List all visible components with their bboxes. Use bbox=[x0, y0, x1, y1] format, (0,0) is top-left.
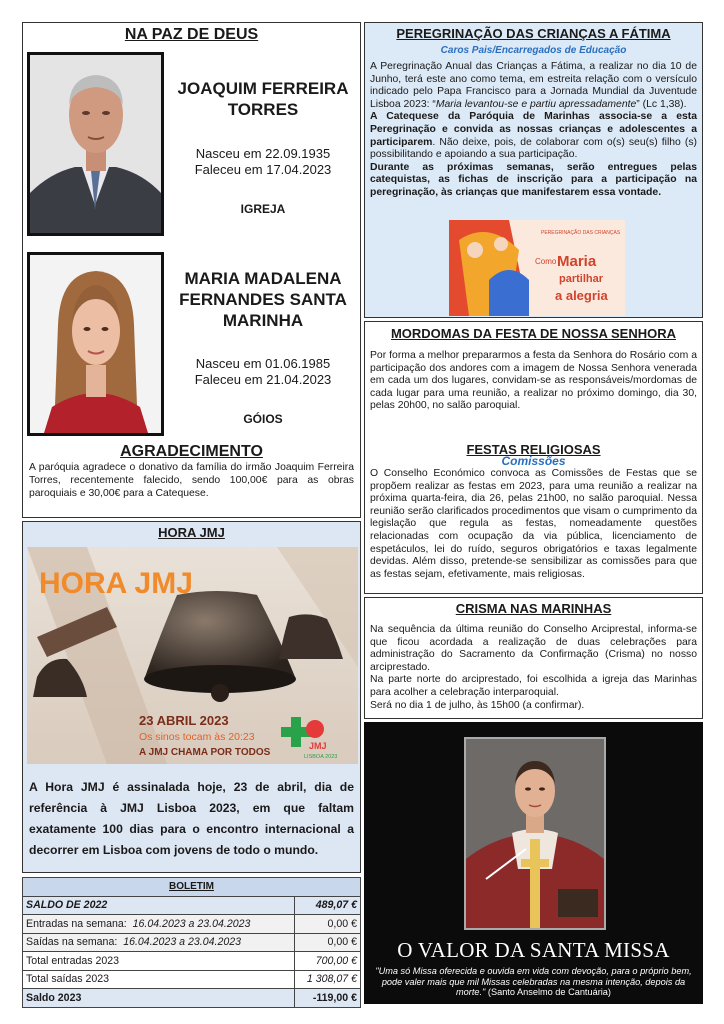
portrait-joaquim bbox=[27, 52, 164, 236]
portrait-maria bbox=[27, 252, 164, 436]
mordomas-text: Por forma a melhor prepararmos a festa da Senhora do Rosário com a participação dos andores com a imagem de Nossa Senhora venerada em cada um dos lugares, convidam-se as responsáveis/mordomas de cada lugar para uma reunião, a realizar no próximo domingo, dia 30, pelas 20h00, no salão paroquial. bbox=[370, 350, 697, 412]
table-row: Entradas na semana: 16.04.2023 a 23.04.2023 0,00 € bbox=[23, 915, 361, 934]
jmj-text: A Hora JMJ é assinalada hoje, 23 de abril, dia de referência à JMJ Lisboa 2023, em que faltam exatamente 100 dias para o encontro internacional a decorrer em Lisboa com jovens de todo o mundo. bbox=[29, 780, 354, 857]
svg-text:a alegria: a alegria bbox=[555, 288, 608, 303]
death-date-2: Faleceu em 21.04.2023 bbox=[194, 372, 332, 387]
festival-section bbox=[364, 321, 703, 594]
thanks-text: A paróquia agradece o donativo da família do irmão Joaquim Ferreira Torres, recentemente falecido, sendo 100,00€ para as obras paroquiais e 30,00€ para a Catequese. bbox=[29, 462, 354, 499]
deceased-name-2: MARIA MADALENA FERNANDES SANTA MARINHA bbox=[179, 269, 347, 330]
birth-date-1: Nasceu em 22.09.1935 bbox=[195, 146, 331, 161]
mass-value-section bbox=[364, 722, 703, 1004]
jmj-title: HORA JMJ bbox=[158, 525, 225, 540]
table-row: Saídas na semana: 16.04.2023 a 23.04.2023 0,00 € bbox=[23, 933, 361, 952]
bulletin-table bbox=[22, 877, 361, 1008]
festas-text: O Conselho Económico convoca as Comissões de Festas que se propõem realizar as festas em 2023, para uma reunião a realizar na próxima quarta-feira, dia 26, pelas 21h00, no salão paroquial. Nessa reunião serão clarificados procedimentos que visam o cumprimento da legislação que regula as festas, nomeadamente questões relacionadas com ocupação da via pública, licenciamento de espetáculos, lei do ruído, seguros obrigatórios e taxas legalmente devidas. Além disso, pretende-se sensibilizar as comissões para que as festas sejam, efetivamente, mais religiosas. bbox=[370, 468, 697, 580]
saint-anselm-portrait bbox=[464, 737, 606, 930]
svg-text:JMJ: JMJ bbox=[309, 741, 327, 751]
place-2: GÓIOS bbox=[243, 412, 283, 426]
mass-title: O VALOR DA SANTA MISSA bbox=[397, 938, 670, 962]
table-row: Total saídas 2023 1 308,07 € bbox=[23, 970, 361, 989]
crisma-title: CRISMA NAS MARINHAS bbox=[455, 601, 612, 616]
jmj-poster bbox=[27, 547, 358, 764]
svg-text:PEREGRINAÇÃO DAS CRIANÇAS: PEREGRINAÇÃO DAS CRIANÇAS bbox=[541, 230, 621, 236]
pilgrimage-subtitle: Caros Pais/Encarregados de Educação bbox=[440, 45, 627, 56]
poster-bells: Os sinos tocam às 20:23 bbox=[139, 731, 255, 743]
bulletin-title: BOLETIM bbox=[23, 878, 361, 897]
poster-date: 23 ABRIL 2023 bbox=[139, 713, 229, 728]
mordomas-title: MORDOMAS DA FESTA DE NOSSA SENHORA bbox=[390, 326, 677, 341]
table-row: Total entradas 2023 700,00 € bbox=[23, 952, 361, 971]
mass-quote: "Uma só Missa oferecida e ouvida em vida com devoção, para o próprio bem, pode valer mais que mil Missas celebradas na mesma intenção, depois da morte." (Santo Anselmo de Cantuária) bbox=[375, 966, 692, 998]
svg-text:Maria: Maria bbox=[557, 253, 597, 270]
table-row: SALDO DE 2022 489,07 € bbox=[23, 896, 361, 915]
place-1: IGREJA bbox=[240, 202, 286, 216]
poster-headline: HORA JMJ bbox=[39, 567, 193, 600]
obituary-title: NA PAZ DE DEUS bbox=[124, 26, 259, 43]
pilgrimage-text: A Peregrinação Anual das Crianças a Fátima, a realizar no dia 10 de Junho, terá este ano como tema, em estreita relação com o versículo indicado pelo Papa Francisco para a Jornada Mundial da Juventude Lisboa 2023: “Maria levantou-se e partiu apressadamente” (Lc 1,38). A Catequese da Paróquia de Marinhas associa-se a esta Peregrinação e convida as nossas crianças e adolescentes a participarem. Não deixe, pois, de colaborar com o(s) seu(s) filho (s) possibilitando e apoiando a sua participação. Durante as próximas semanas, serão entregues pelas catequistas, as fichas de inscrição para a participação na peregrinação, às crianças que manifestarem essa vontade. bbox=[370, 61, 697, 198]
svg-text:partilhar: partilhar bbox=[559, 273, 604, 285]
thanks-title: AGRADECIMENTO bbox=[120, 443, 263, 460]
obituary-section bbox=[22, 22, 361, 518]
pilgrimage-poster bbox=[449, 220, 625, 316]
svg-text:Como: Como bbox=[535, 257, 557, 266]
death-date-1: Faleceu em 17.04.2023 bbox=[194, 162, 332, 177]
pilgrimage-section bbox=[364, 22, 703, 318]
birth-date-2: Nasceu em 01.06.1985 bbox=[195, 356, 331, 371]
festas-title: FESTAS RELIGIOSAS bbox=[466, 442, 601, 457]
jmj-section bbox=[22, 521, 361, 873]
pilgrimage-title: PEREGRINAÇÃO DAS CRIANÇAS A FÁTIMA bbox=[396, 26, 671, 41]
svg-text:LISBOA 2023: LISBOA 2023 bbox=[304, 754, 338, 760]
crisma-text: Na sequência da última reunião do Conselho Arciprestal, informa-se que ficou acordada a realização de duas celebrações para administração do Sacramento da Confirmação (Crisma) no nosso arciprestado. Na parte norte do arciprestado, foi escolhida a igreja das Marinhas para acolher a celebração interparoquial. Será no dia 1 de julho, às 15h00 (a confirmar). bbox=[370, 624, 697, 711]
poster-call: A JMJ CHAMA POR TODOS bbox=[139, 747, 271, 758]
deceased-name-1: JOAQUIM FERREIRA TORRES bbox=[177, 79, 349, 119]
table-row: Saldo 2023 -119,00 € bbox=[23, 989, 361, 1008]
confirmation-section bbox=[364, 597, 703, 719]
festas-subtitle: Comissões bbox=[501, 454, 566, 468]
